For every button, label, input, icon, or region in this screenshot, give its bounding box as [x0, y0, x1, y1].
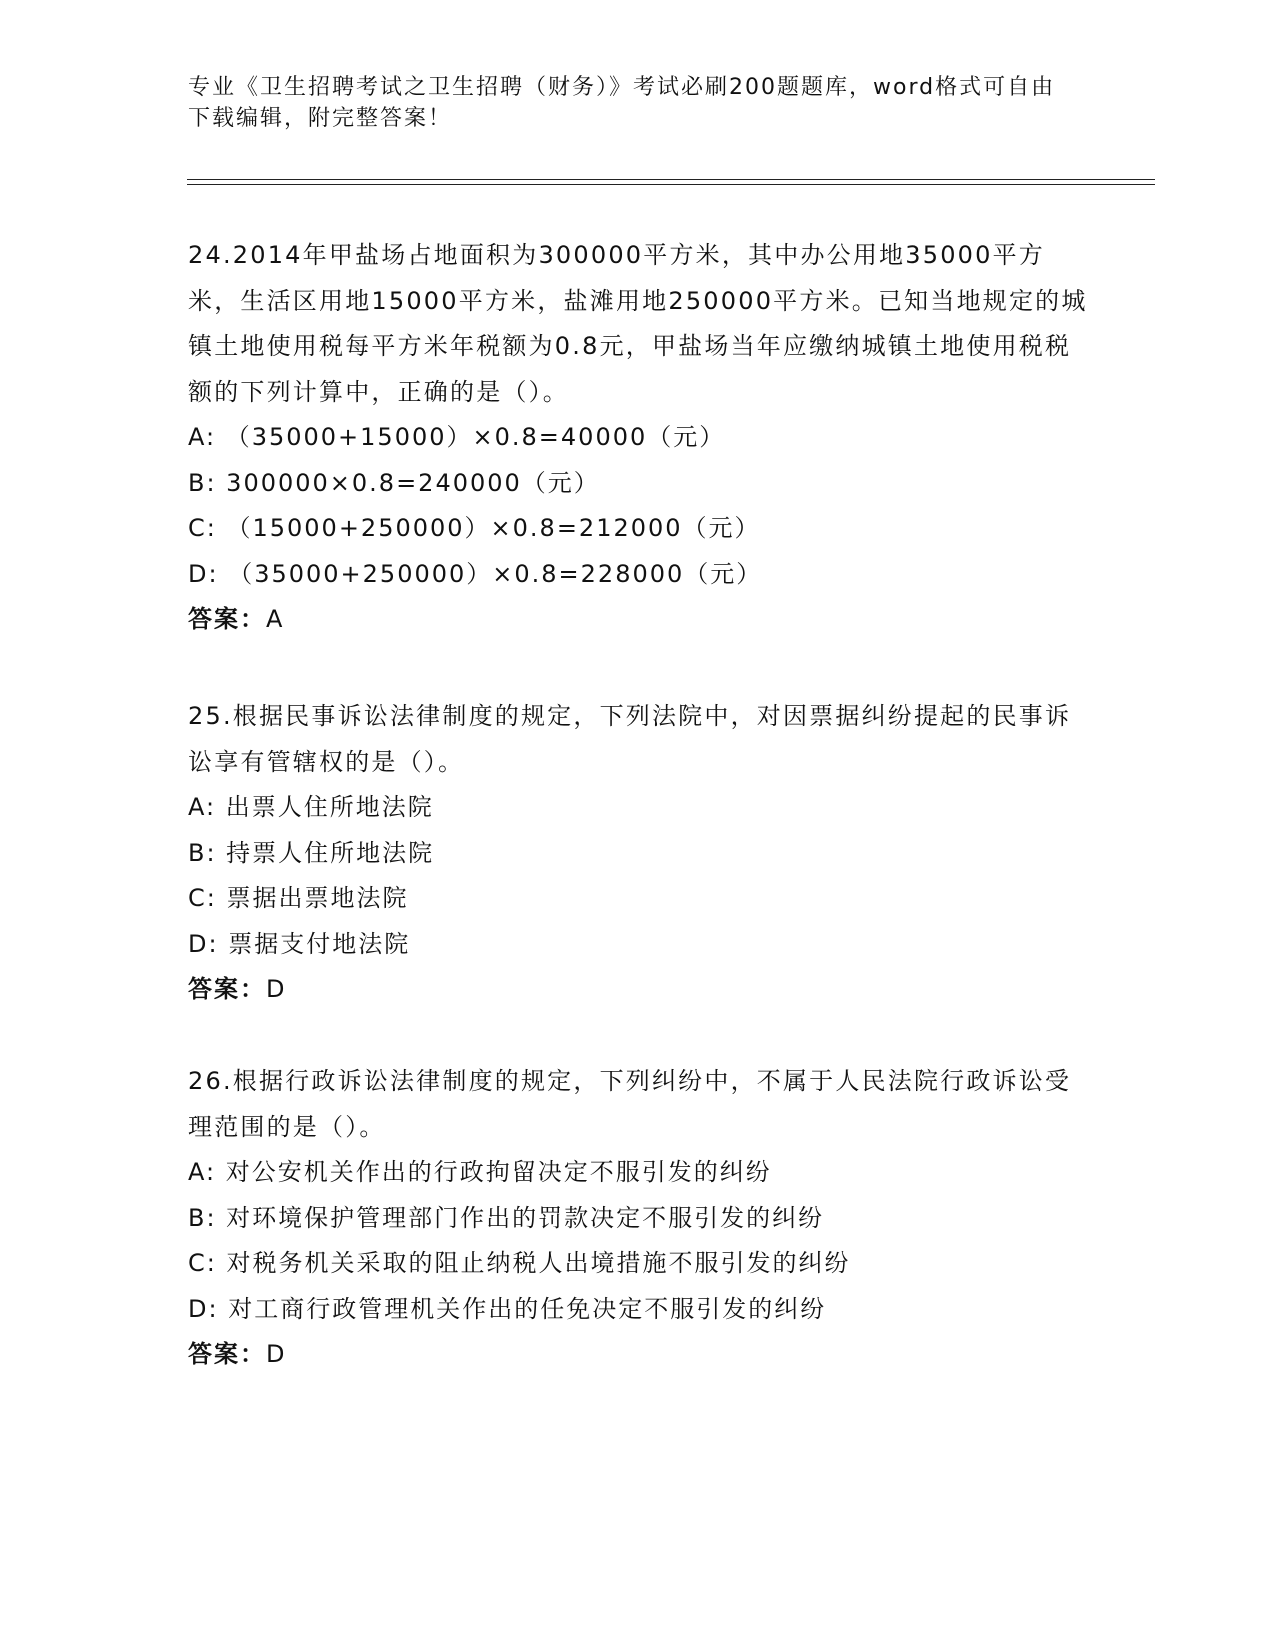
question-stem: 25.根据民事诉讼法律制度的规定，下列法院中，对因票据纠纷提起的民事诉讼享有管辖权的是（）。 [188, 702, 1072, 776]
answer-value: D [266, 975, 287, 1003]
option-a: A: 出票人住所地法院 [188, 793, 434, 821]
answer-label: 答案： [188, 975, 266, 1003]
option-a: A: 对公安机关作出的行政拘留决定不服引发的纠纷 [188, 1158, 772, 1186]
answer [188, 967, 1088, 1013]
answer-value: A [266, 605, 285, 633]
option-d: D: （35000+250000）×0.8=228000（元） [188, 559, 763, 588]
question-stem: 24.2014年甲盐场占地面积为300000平方米，其中办公用地35000平方米，生活区用地15000平方米，盐滩用地250000平方米。已知当地规定的城镇土地使用税每平方米年税额为0.8元，甲盐场当年应缴纳城镇土地使用税税额的下列计算中，正确的是（）。 [188, 241, 1088, 406]
option-c: C: 票据出票地法院 [188, 884, 409, 912]
answer [188, 597, 1088, 643]
header-divider-top [187, 179, 1155, 180]
answer-value: D [266, 1340, 287, 1368]
question-26 [188, 1059, 1088, 1378]
answer [188, 1332, 1088, 1378]
option-c: C: 对税务机关采取的阻止纳税人出境措施不服引发的纠纷 [188, 1249, 851, 1277]
option-d: D: 票据支付地法院 [188, 929, 411, 958]
header-divider-bottom [187, 184, 1155, 185]
answer-label: 答案： [188, 1340, 266, 1368]
option-b: B: 持票人住所地法院 [188, 838, 435, 867]
option-a: A: （35000+15000）×0.8=40000（元） [188, 423, 726, 451]
option-d: D: 对工商行政管理机关作出的任免决定不服引发的纠纷 [188, 1294, 827, 1323]
option-b: B: 300000×0.8=240000（元） [188, 468, 600, 497]
question-25 [188, 694, 1088, 1013]
option-b: B: 对环境保护管理部门作出的罚款决定不服引发的纠纷 [188, 1203, 825, 1232]
question-stem: 26.根据行政诉讼法律制度的规定，下列纠纷中，不属于人民法院行政诉讼受理范围的是（）。 [188, 1067, 1072, 1141]
question-24 [188, 233, 1088, 643]
option-c: C: （15000+250000）×0.8=212000（元） [188, 514, 761, 542]
answer-label: 答案： [188, 605, 266, 633]
document-header: 专业《卫生招聘考试之卫生招聘（财务）》考试必刷200题题库，word格式可自由下载编辑，附完整答案！ [188, 75, 1056, 131]
